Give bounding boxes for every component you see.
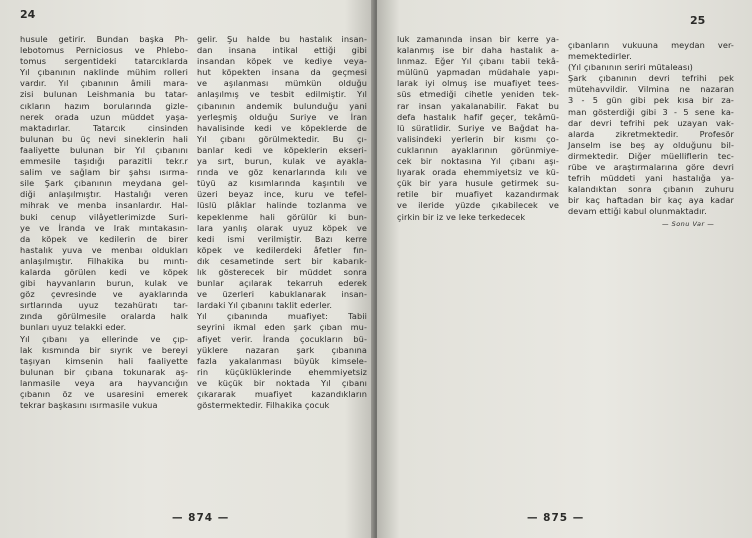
text-line: mihrak ve menba insanlardır. Hal- <box>20 200 188 211</box>
text-line: yerleşmiş olduğu Suriye ve İran <box>197 111 367 122</box>
text-line: çıbanının andemik bulunduğu yani <box>197 100 367 111</box>
text-line: çıbanların vukuuna meydan ver- <box>568 40 734 50</box>
text-line: üzeri beyaz ince, kuru ve tefel- <box>197 189 367 200</box>
text-line: cek bir noktasına Yıl çıbanı aşı- <box>397 156 559 167</box>
text-line: salim ve sağlam bir şahsı ısırma- <box>20 167 188 178</box>
text-line: Yıl çıbanının naklinde mühim rolleri <box>20 67 188 78</box>
text-line: buki cenup vilâyetlerimizde Suri- <box>20 211 188 222</box>
text-line: lık gösterecek bir müddet sonra <box>197 266 367 277</box>
text-line: ve üzerleri kabuklanarak insan- <box>197 289 367 300</box>
text-line: banlar kedi ve köpeklerin ekseri- <box>197 144 367 155</box>
text-line: gibi hayvanların burun, kulak ve <box>20 278 188 289</box>
text-line: ve küçük bir noktada Yıl çıbanı <box>197 377 367 388</box>
text-line: lınmaz. Eğer Yıl çıbanı tabii tekâ- <box>397 56 559 67</box>
text-line: seyrini ikmal eden şark çıban mu- <box>197 322 367 333</box>
text-line: diği anlaşılmıştır. Hastalığı veren <box>20 189 188 200</box>
text-line: lebotomus Perniciosus ve Phlebo- <box>20 45 188 56</box>
text-line: çük bir yara husule getirmek su- <box>397 178 559 189</box>
text-line: lü süratlidir. Suriye ve Bağdat ha- <box>397 122 559 133</box>
text-line: tekrar başkasını ısırmasile vukua <box>20 400 158 411</box>
text-line: dar devri tefrihi pek uzayan vak- <box>568 117 734 128</box>
text-line: ve aşılanması mümkün olduğu <box>197 78 367 89</box>
text-line: da köpek ve kedilerin de birer <box>20 233 188 244</box>
text-line: valisindeki yerlerin bir kısmı ço- <box>397 133 559 144</box>
text-line: ye ve İranda ve Irak mıntakasın- <box>20 222 188 233</box>
text-line: bulunan bir çıbana tokunarak aş- <box>20 366 188 377</box>
text-line: kalarda görülen kedi ve köpek <box>20 266 188 277</box>
right-header-page-number: 25 <box>690 14 706 27</box>
text-line: kalandıktan sonra çıbanın zuhuru <box>568 184 734 195</box>
left-footer-page-number: — 874 — <box>172 512 230 524</box>
text-line: zisi bulunan Leishmania bu tatar- <box>20 89 188 100</box>
text-line: köpek ve kedilerdeki âfetler fın- <box>197 244 367 255</box>
text-line: mülünü yapmadan müdahale yapı- <box>397 67 559 78</box>
text-line: lüslü plâklar halinde tozlanma ve <box>197 200 367 211</box>
text-line: çirkin bir iz ve leke terkedecek <box>397 211 526 222</box>
text-line: sırtlarında uyuz tezahüratı tar- <box>20 300 188 311</box>
text-line: kepeklenme hali görülür ki bun- <box>197 211 367 222</box>
text-line: rübe ve araştırmalarına göre devri <box>568 162 734 173</box>
text-line: insandan köpek ve kediye veya- <box>197 56 367 67</box>
text-line: tüyü az kısımlarında kaşıntılı ve <box>197 178 367 189</box>
text-line: kalanmış ise bir daha hastalık a- <box>397 45 559 56</box>
text-line: Yıl çıbanı ya ellerinde ve çıp- <box>20 333 188 344</box>
text-line: lara yanlış olarak uyuz köpek ve <box>197 222 367 233</box>
text-line: devam ettiği kabul olunmaktadır. <box>568 206 707 217</box>
text-line: sile Şark çıbanının meydana gel- <box>20 178 188 189</box>
text-line: göstermektedir. Filhakika çocuk <box>197 400 330 411</box>
text-line: süs etmediği cihetle yeniden tek- <box>397 89 559 100</box>
text-line: dık cesametinde sert bir kabarık- <box>197 255 367 266</box>
text-line: maktadırlar. Tatarcık cinsinden <box>20 122 188 133</box>
text-line: dan insana intikal ettiği gibi <box>197 45 367 56</box>
text-line: çıbanın öz ve usaresini emerek <box>20 389 188 399</box>
text-line: larak iyi olmuş ise muafiyet tees- <box>397 78 559 89</box>
text-line: zında görülmesile oralarda halk <box>20 311 188 322</box>
text-line: fazla yakalanması büyük kimsele- <box>197 355 367 366</box>
text-line: havalisinde kedi ve köpeklerde de <box>197 122 367 133</box>
text-line: bunlar açılarak tekarruh ederek <box>197 278 367 289</box>
text-line: cuklarının ayaklarının görünmiye- <box>397 144 559 155</box>
text-line: luk zamanında insan bir kerre ya- <box>397 34 559 44</box>
text-line: Janselm ise beş ay olduğunu bil- <box>568 139 734 150</box>
left-column-1 <box>20 34 188 411</box>
text-line: husule getirir. Bundan başka Ph- <box>20 34 188 44</box>
text-line: dirmektedir. Diğer müelliflerin tec- <box>568 150 734 161</box>
text-line: ve ileride yüzde çıkabilecek ve <box>397 200 559 211</box>
text-line: göz çevresinde ve ayaklarında <box>20 289 188 300</box>
text-line: lak kısmında bir sıyrık ve bereyi <box>20 344 188 355</box>
text-line: kedi ismi verilmiştir. Bazı kerre <box>197 233 367 244</box>
text-line: vardır. Yıl çıbanının âmili mara- <box>20 78 188 89</box>
text-line: rar insan yakalanabilir. Fakat bu <box>397 100 559 111</box>
text-line: hastalık yuva ve menbaı oldukları <box>20 244 188 255</box>
text-line: tefrih müddeti yani hastalığa ya- <box>568 173 734 184</box>
text-line: lıyarak orada ehemmiyetsiz ve kü- <box>397 167 559 178</box>
right-page <box>377 0 752 538</box>
text-line: Yıl çıbanında muafiyet: Tabii <box>197 311 367 322</box>
text-line: mütehavvildir. Vilminа ne nazaran <box>568 84 734 95</box>
text-line: Şark çıbanının devri tefrihi pek <box>568 73 734 84</box>
text-line: 3 - 5 gün gibi pek kısa bir za- <box>568 95 734 106</box>
text-line: (Yıl çıbanının seriri mütaleası) <box>568 62 693 73</box>
text-line: defa hastalık hafif geçer, tekâmü- <box>397 111 559 122</box>
text-line: emmesile taşıdığı parazitli tekr.r <box>20 156 188 167</box>
text-line: Yıl çıbanı görülmektedir. Bu çı- <box>197 133 367 144</box>
text-line: anlaşılmıştır. Filhakika bu mıntı- <box>20 255 188 266</box>
text-line: çıkararak muafiyet kazandıkların <box>197 389 367 399</box>
text-line: rin küçüklüklerinde ehemmiyetsiz <box>197 366 367 377</box>
text-line: alarda zikretmektedir. Profesör <box>568 128 734 139</box>
text-line: rında ve göz kenarlarında kılı ve <box>197 167 367 178</box>
right-footer-page-number: — 875 — <box>527 512 585 524</box>
text-line: lanmasile veya ara hayvancığın <box>20 377 188 388</box>
text-line: yüklere nazaran şark çıbanına <box>197 344 367 355</box>
text-line: anlaşılmış ve tesbit edilmiştir. Yıl <box>197 89 367 100</box>
text-line: nerek orada uzun müddet yaşa- <box>20 111 188 122</box>
left-column-2 <box>197 34 367 411</box>
text-line: retile bir muafiyet kazandırmak <box>397 189 559 200</box>
text-line: hut köpekten insana da geçmesi <box>197 67 367 78</box>
right-column-1 <box>397 34 559 223</box>
text-line: taşıyan kimsenin hali faaliyette <box>20 355 188 366</box>
text-line: memektedirler. <box>568 51 632 62</box>
right-column-2 <box>568 40 734 218</box>
text-line: ya sırt, burun, kulak ve ayakla- <box>197 156 367 167</box>
continuation-note: — Sonu Var — <box>662 220 715 228</box>
text-line: man gösterdiği gibi 3 - 5 sene ka- <box>568 106 734 117</box>
text-line: lardaki Yıl çıbanını taklit ederler. <box>197 300 333 311</box>
left-header-page-number: 24 <box>20 8 36 21</box>
text-line: afiyet verir. İranda çocukların bü- <box>197 333 367 344</box>
text-line: bunları uyuz telakki eder. <box>20 322 127 333</box>
text-line: faaliyette bulunan bir Yıl çıbanını <box>20 144 188 155</box>
left-page <box>0 0 375 538</box>
text-line: bir kaç haftadan bir kaç aya kadar <box>568 195 734 206</box>
text-line: tomus sergentideki tatarcıklarda <box>20 56 188 67</box>
text-line: gelir. Şu halde bu hastalık insan- <box>197 34 367 44</box>
text-line: bulunan bu üç nevi sineklerin hali <box>20 133 188 144</box>
text-line: cıkların hazım borularında gizle- <box>20 100 188 111</box>
